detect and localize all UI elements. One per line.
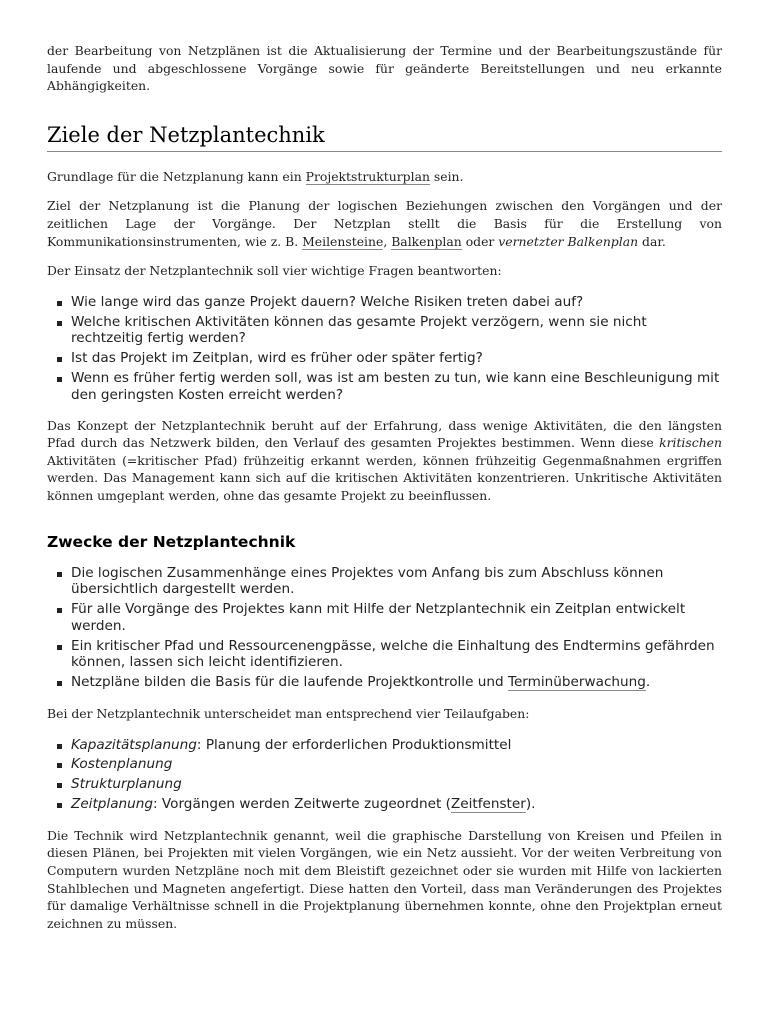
paragraph-ziel-mid: oder <box>461 233 499 249</box>
task-name: Kapazitätsplanung <box>71 736 197 753</box>
list-item <box>47 565 722 599</box>
paragraph-technik: Die Technik wird Netzplantechnik genannt, weil die graphische Darstellung von Kreisen und Pfeilen in diesen Plänen, bei Projekten mit vielen Vorgängen, wie ein Netz aussieht. Vor der weiten Verbreitung von Computern wurden Netzpläne noch mit dem Bleistift gezeichnet oder sie wurden mit Hilfe von lackierten Stahlblechen und Magneten angefertigt. Diese hatten den Vorteil, dass man Veränderungen des Projektes für damalige Verhältnisse schnell in die Projektplanung übernehmen konnte, ohne den Projektplan erneut zeichnen zu müssen. <box>47 827 722 931</box>
bullet-icon <box>57 803 62 808</box>
purpose-text: Die logischen Zusammenhänge eines Projektes vom Anfang bis zum Abschluss können übersichtlich dargestellt werden. <box>71 564 664 598</box>
paragraph-ziel-sep: , <box>383 233 392 249</box>
bullet-icon <box>57 763 62 768</box>
list-item <box>47 294 722 311</box>
bullet-icon <box>57 681 62 686</box>
section-heading-ziele: Ziele der Netzplantechnik <box>47 122 722 152</box>
question-text: Wenn es früher fertig werden soll, was ist am besten zu tun, wie kann eine Beschleunigung mit den geringsten Kosten erreicht werden? <box>71 369 720 403</box>
paragraph-grundlage <box>47 168 722 186</box>
paragraph-grundlage-post: sein. <box>429 168 464 184</box>
list-item <box>47 776 722 793</box>
paragraph-grundlage-pre: Grundlage für die Netzplanung kann ein <box>47 168 306 184</box>
intro-paragraph: der Bearbeitung von Netzplänen ist die Aktualisierung der Termine und der Bearbeitungszustände für laufende und abgeschlossene Vorgänge sowie für geänderte Bereitstellungen und neu erkannte Abhängigkeiten. <box>47 43 722 94</box>
paragraph-konzept-italic: kritischen <box>659 435 722 451</box>
document-page <box>47 42 722 932</box>
paragraph-ziel-post: dar. <box>638 233 666 249</box>
bullet-icon <box>57 301 62 306</box>
link-projektstrukturplan[interactable]: Projektstrukturplan <box>305 168 430 184</box>
task-description-end: ). <box>525 796 536 813</box>
list-item <box>47 796 722 813</box>
list-item <box>47 350 722 367</box>
list-item <box>47 737 722 754</box>
paragraph-ziel-pre: Ziel der Netzplanung ist die Planung der logischen Beziehungen zwischen den Vorgängen und der zeitlichen Lage der Vorgänge. Der Netzplan stellt die Basis für die Erstellung von Kommunikationsinstrumenten, wie z. B. <box>47 198 722 249</box>
paragraph-ziel-italic: vernetzter Balkenplan <box>498 233 639 249</box>
paragraph-einsatz: Der Einsatz der Netzplantechnik soll vier wichtige Fragen beantworten: <box>47 263 502 279</box>
list-item <box>47 638 722 672</box>
list-item <box>47 601 722 635</box>
bullet-icon <box>57 645 62 650</box>
bullet-icon <box>57 321 62 326</box>
purpose-text: Für alle Vorgänge des Projektes kann mit Hilfe der Netzplantechnik ein Zeitplan entwickelt werden. <box>71 601 686 634</box>
purpose-text-post: . <box>645 674 651 691</box>
task-name: Kostenplanung <box>71 756 173 773</box>
task-description: : Vorgängen werden Zeitwerte zugeordnet ( <box>153 796 451 813</box>
purpose-text-pre: Netzpläne bilden die Basis für die laufende Projektkontrolle und <box>71 674 508 691</box>
task-name: Strukturplanung <box>71 776 182 793</box>
question-text: Wie lange wird das ganze Projekt dauern? Welche Risiken treten dabei auf? <box>71 293 584 310</box>
bullet-icon <box>57 744 62 749</box>
paragraph-konzept-post: Aktivitäten (=kritischer Pfad) frühzeitig erkannt werden, können frühzeitig Gegenmaßnahmen ergriffen werden. Das Management kann sich auf die kritischen Aktivitäten konzentrieren. Unkritische Aktivitäten können umgeplant werden, ohne das gesamte Projekt zu beeinflussen. <box>47 452 722 503</box>
paragraph-konzept-pre: Das Konzept der Netzplantechnik beruht auf der Erfahrung, dass wenige Aktivitäten, die den längsten Pfad durch das Netzwerk bilden, den Verlauf des gesamten Projektes bestimmen. Wenn diese <box>47 417 722 451</box>
list-item <box>47 756 722 773</box>
task-name: Zeitplanung <box>71 796 153 813</box>
bullet-icon <box>57 357 62 362</box>
section-heading-zwecke: Zwecke der Netzplantechnik <box>47 532 296 551</box>
question-list <box>47 294 722 404</box>
paragraph-konzept <box>47 417 722 505</box>
question-text: Welche kritischen Aktivitäten können das gesamte Projekt verzögern, wenn sie nicht rechtzeitig fertig werden? <box>71 313 647 347</box>
link-balkenplan[interactable]: Balkenplan <box>391 233 462 249</box>
task-list <box>47 737 722 813</box>
paragraph-ziel <box>47 197 722 250</box>
purpose-list <box>47 565 722 692</box>
bullet-icon <box>57 572 62 577</box>
bullet-icon <box>57 783 62 788</box>
list-item <box>47 370 722 404</box>
link-meilensteine[interactable]: Meilensteine <box>302 233 384 249</box>
paragraph-teilaufgaben: Bei der Netzplantechnik unterscheidet man entsprechend vier Teilaufgaben: <box>47 706 530 722</box>
list-item <box>47 674 722 691</box>
purpose-text: Ein kritischer Pfad und Ressourcenengpässe, welche die Einhaltung des Endtermins gefährden können, lassen sich leicht identifizieren. <box>71 637 715 671</box>
link-zeitfenster[interactable]: Zeitfenster <box>450 796 526 813</box>
question-text: Ist das Projekt im Zeitplan, wird es früher oder später fertig? <box>71 350 483 367</box>
list-item <box>47 314 722 348</box>
bullet-icon <box>57 608 62 613</box>
bullet-icon <box>57 377 62 382</box>
link-terminueberwachung[interactable]: Terminüberwachung <box>507 674 646 691</box>
task-description: : Planung der erforderlichen Produktionsmittel <box>196 736 512 753</box>
